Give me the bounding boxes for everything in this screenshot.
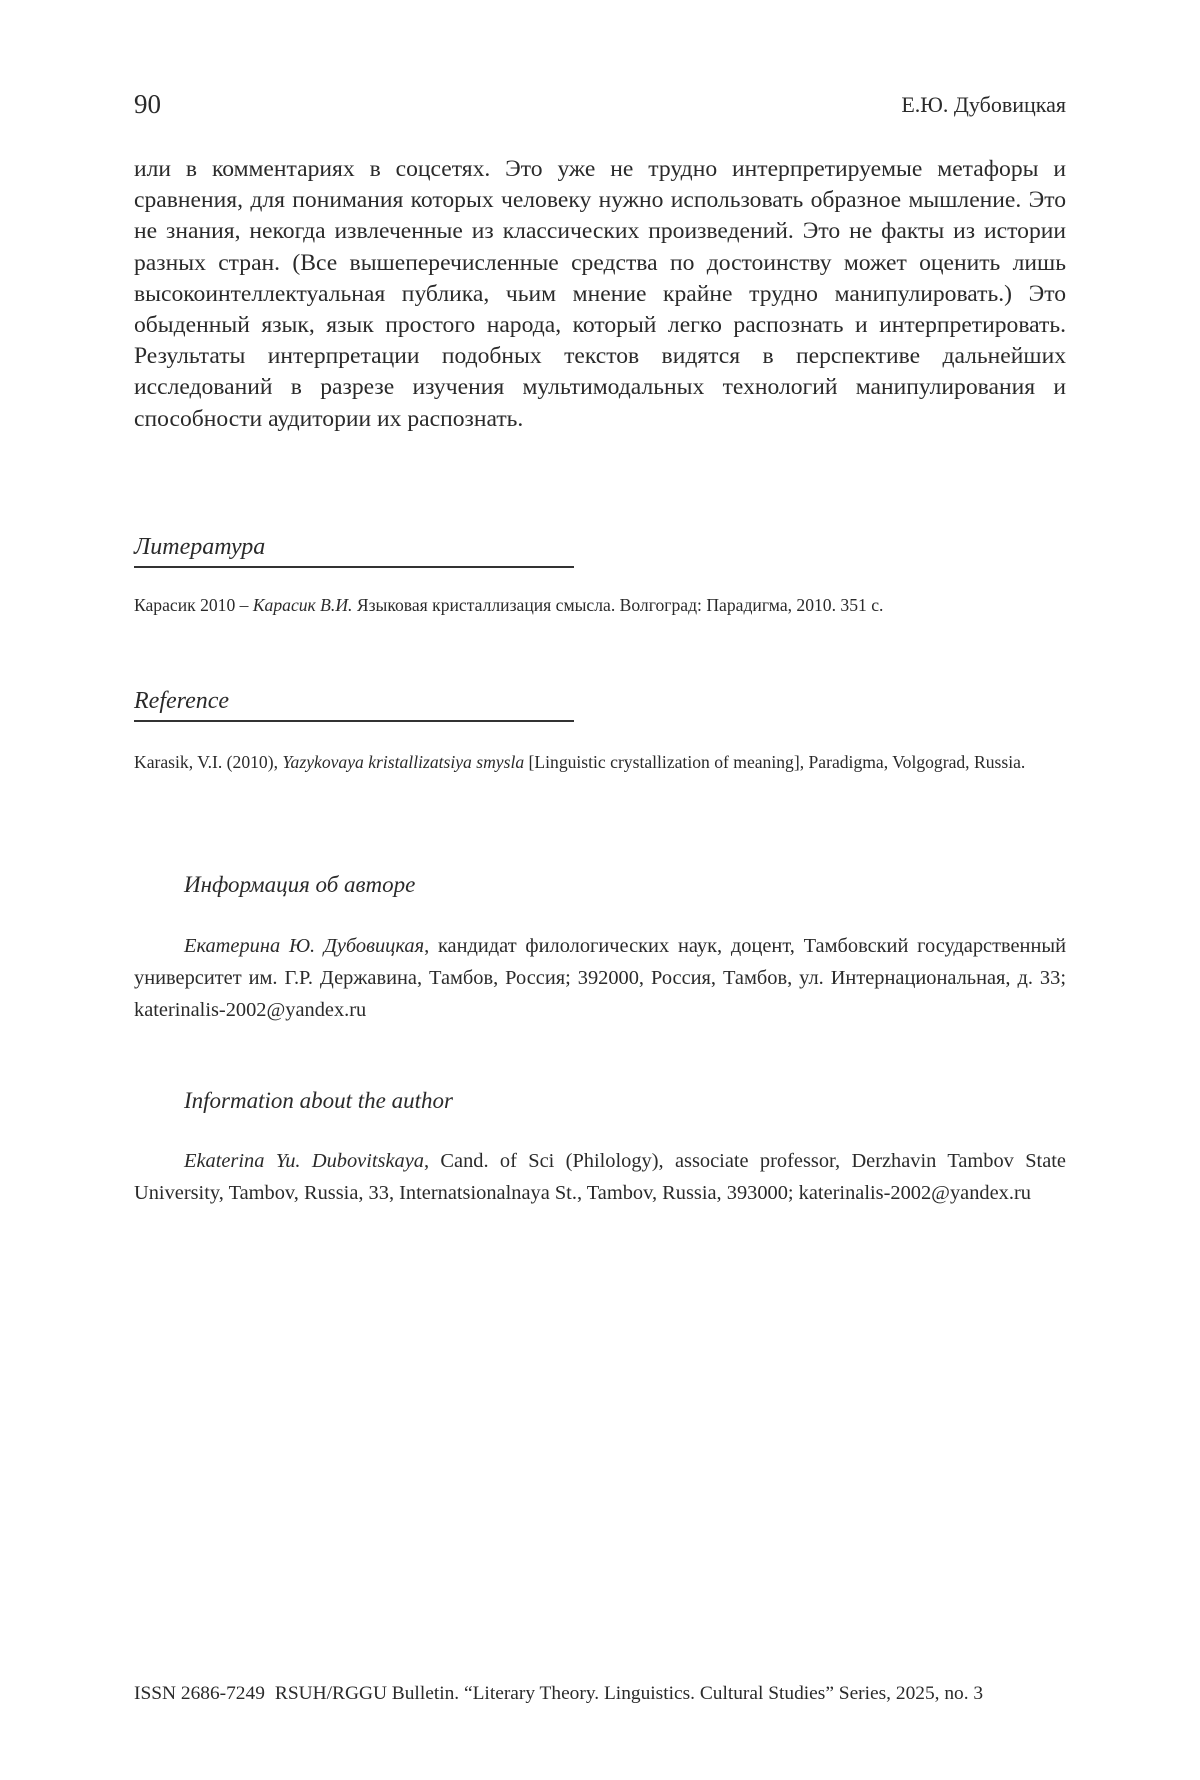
reference-entry-rest: [Linguistic crystallization of meaning], Paradigma, Volgograd, Russia. xyxy=(524,752,1025,772)
footer-journal: RSUH/RGGU Bulletin. “Literary Theory. Linguistics. Cultural Studies” Series, 2025, no. 3 xyxy=(275,1683,983,1704)
author-name-en: Ekaterina Yu. Dubovitskaya xyxy=(184,1150,424,1172)
page-footer xyxy=(134,1680,1066,1708)
author-info-en-heading: Information about the author xyxy=(184,1086,453,1116)
author-name-ru: Екатерина Ю. Дубовицкая xyxy=(184,935,424,957)
reference-entry xyxy=(134,747,1066,778)
literature-entry-author: Карасик В.И. xyxy=(253,595,353,615)
body-paragraph: или в комментариях в соцсетях. Это уже не трудно интерпретируемые метафоры и сравнения, для понимания которых человеку нужно использовать образное мышление. Это не знания, некогда извлеченные из классических произведений. Это не факты из истории разных стран. (Все вышеперечисленные средства по до­стоинству может оценить лишь высокоинтеллектуальная публика, чьим мнение крайне трудно манипулировать.) Это обыденный язык, язык простого народа, ко­торый легко распознать и интерпретировать. Результаты интерпретации подоб­ных текстов видятся в перспективе дальнейших исследований в разрезе изучения мультимодальных технологий манипулирования и способности аудитории их распознать. xyxy=(134,154,1066,435)
running-author: Е.Ю. Дубовицкая xyxy=(901,90,1066,120)
reference-heading: Reference xyxy=(134,686,574,722)
reference-entry-prefix: Karasik, V.I. (2010), xyxy=(134,752,282,772)
page-number: 90 xyxy=(134,88,161,120)
author-info-en-text xyxy=(134,1145,1066,1209)
literature-entry xyxy=(134,592,1066,618)
literature-entry-rest: Языковая кристаллизация смысла. Волгоград: Парадигма, 2010. 351 с. xyxy=(352,595,883,615)
literature-entry-key: Карасик 2010 – xyxy=(134,595,253,615)
reference-entry-title: Yazykovaya kristallizatsiya smysla xyxy=(282,752,524,772)
footer-issn: ISSN 2686-7249 xyxy=(134,1683,265,1704)
author-details-en: , Cand. of Sci (Philology), associate professor, Derzhavin Tambov State University, Tambov, Russia, 33, Internatsionalnaya St., Tambov, Russia, 393000; katerina­lis-2002@yandex.ru xyxy=(134,1150,1066,1204)
journal-page xyxy=(134,0,1066,1780)
author-info-ru-heading: Информация об авторе xyxy=(184,870,415,900)
running-head xyxy=(134,88,1066,120)
author-details-ru: , кандидат филологических наук, доцент, Тамбовский государ­ственный университет им. Г.Р. Державина, Тамбов, Россия; 392000, Россия, Тамбов, ул. Ин­тернациональная, д. 33; katerinalis-2002@yandex.ru xyxy=(134,935,1066,1021)
author-info-ru-text xyxy=(134,930,1066,1026)
literature-heading: Литература xyxy=(134,532,574,568)
